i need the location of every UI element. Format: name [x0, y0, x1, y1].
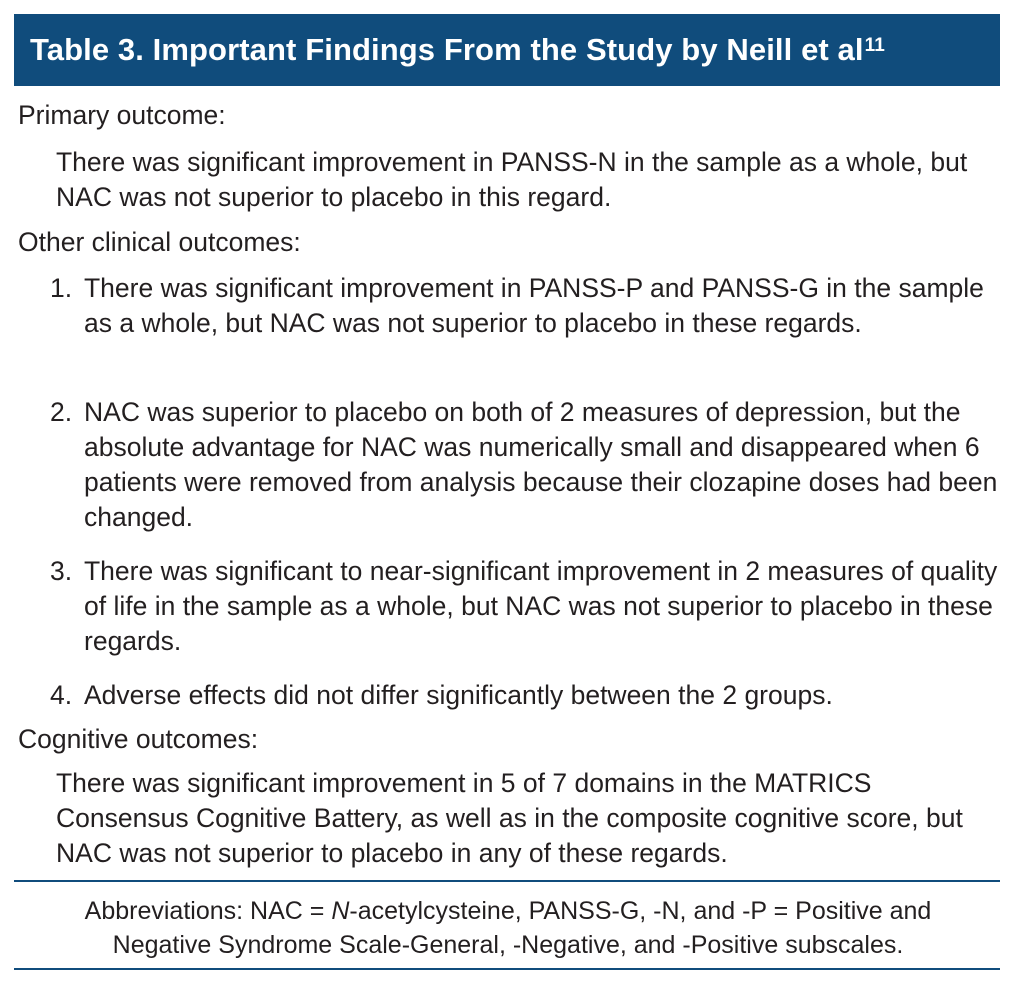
footnote-top-rule — [14, 880, 1000, 882]
list-item-text: NAC was superior to placebo on both of 2 measures of depression, but the absolute advantage for NAC was numerically small and disappeared when 6 patients were removed from analysis because their clozapine doses had been changed. — [84, 397, 998, 532]
list-item — [50, 271, 1000, 341]
findings-table — [14, 14, 1000, 959]
list-item — [50, 395, 1000, 535]
table-title: Table 3. Important Findings From the Study by Neill et al — [30, 32, 864, 67]
list-number: 1. — [50, 273, 73, 303]
list-number: 2. — [50, 397, 73, 427]
list-number: 3. — [50, 556, 73, 586]
list-number: 4. — [50, 680, 73, 710]
cognitive-outcomes-text: There was significant improvement in 5 of 7 domains in the MATRICS Consensus Cognitive Battery, as well as in the composite cognitive score, but NAC was not superior to placebo in any of these regards. — [56, 768, 963, 868]
list-item-text: Adverse effects did not differ significantly between the 2 groups. — [84, 680, 833, 710]
list-item-text: There was significant improvement in PANSS-P and PANSS-G in the sample as a whole, but NAC was not superior to placebo in these regards. — [84, 273, 984, 338]
clinical-outcomes-heading: Other clinical outcomes: — [18, 227, 301, 257]
primary-outcome-heading: Primary outcome: — [18, 100, 226, 130]
footnote-bottom-rule — [14, 968, 1000, 970]
footnote-italic: N — [331, 897, 350, 925]
cognitive-outcomes-heading: Cognitive outcomes: — [18, 724, 259, 754]
title-reference: 11 — [864, 35, 885, 56]
table-title-bar — [14, 14, 1000, 86]
abbreviations-footnote — [20, 894, 996, 962]
footnote-prefix: Abbreviations: NAC = — [84, 897, 332, 925]
list-item — [50, 554, 1000, 659]
footnote-line-1 — [20, 894, 996, 928]
list-item-text: There was significant to near-significant improvement in 2 measures of quality of life in the sample as a whole, but NAC was not superior to placebo in these regards. — [84, 556, 998, 656]
footnote-rest: -acetylcysteine, PANSS-G, -N, and -P = Positive and — [349, 897, 932, 925]
footnote-line-2: Negative Syndrome Scale-General, -Negative, and -Positive subscales. — [112, 931, 904, 959]
primary-outcome-text: There was significant improvement in PANSS-N in the sample as a whole, but NAC was not superior to placebo in this regard. — [56, 147, 968, 212]
list-item — [50, 678, 1000, 713]
